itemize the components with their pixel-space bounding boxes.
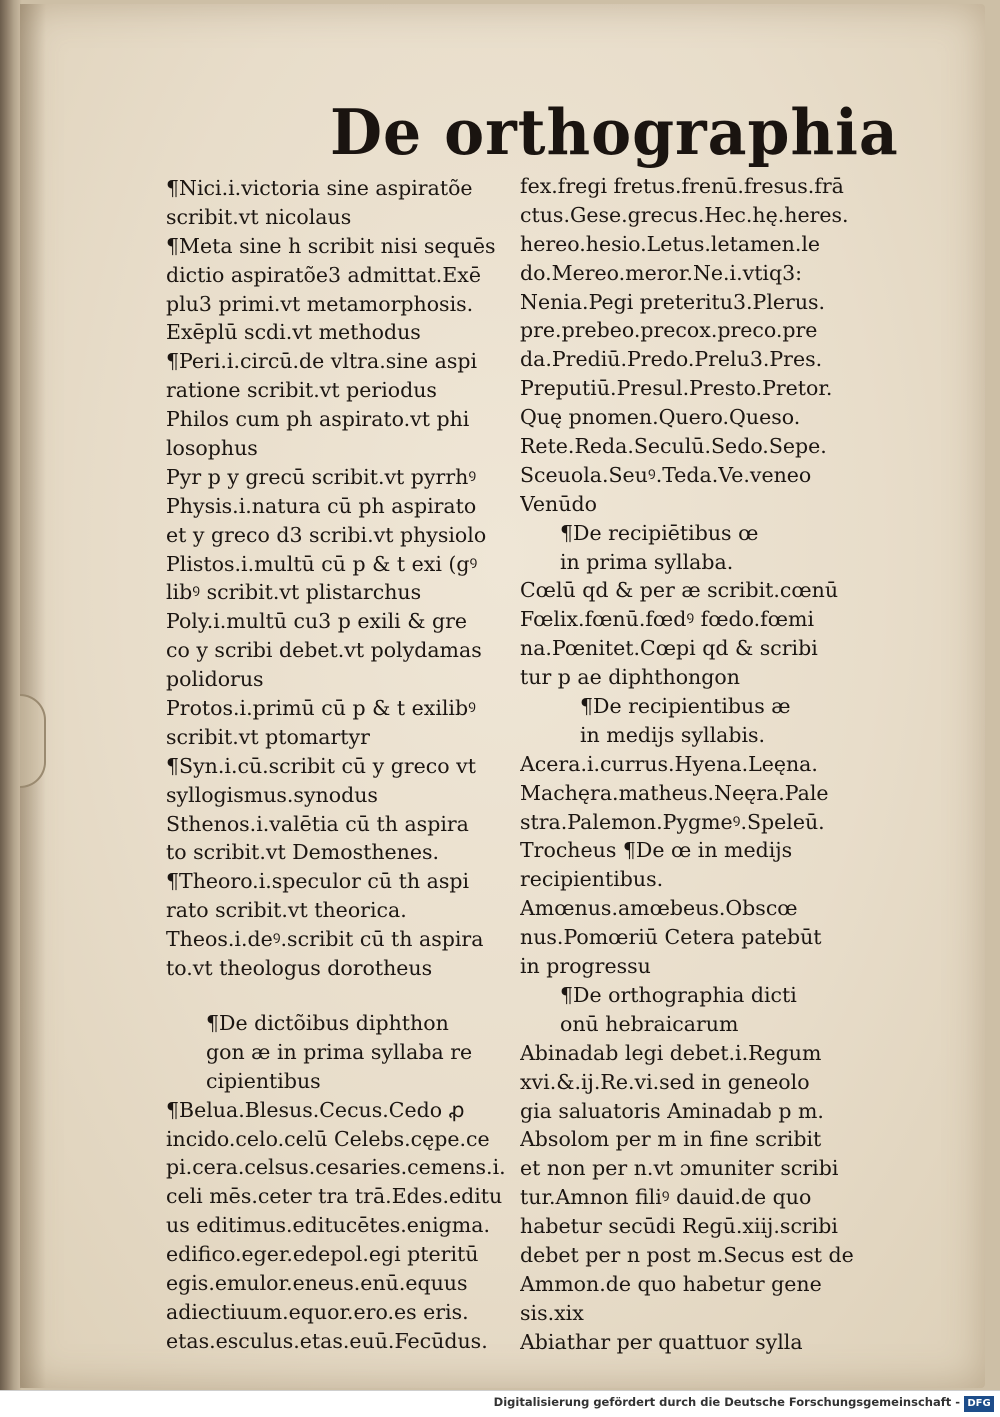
right-text-block-4 [520, 1039, 878, 1357]
text-line: Absolom per m in fine scribit [520, 1127, 822, 1152]
text-line: hereo.hesio.Letus.letamen.le [520, 231, 821, 256]
section-heading-ae-middle [520, 692, 878, 750]
text-line: Quę pnomen.Quero.Queso. [520, 405, 801, 430]
text-line: to.vt theologus dorotheus [166, 956, 433, 981]
text-line: us editimus.editucētes.enigma. [166, 1213, 490, 1238]
footer-bar [0, 1390, 1000, 1417]
text-line: ¶Nici.i.victoria sine aspiratõe [166, 176, 473, 200]
text-line: Theos.i.deꝰ.scribit cū th aspira [166, 927, 484, 952]
text-line: da.Prediū.Predo.Prelu3.Pres. [520, 347, 823, 372]
text-line: in medijs syllabis. [580, 722, 766, 747]
text-line: in prima syllaba. [560, 549, 734, 574]
text-line: ¶Syn.i.cū.scribit cū y greco vt [166, 753, 476, 778]
text-line: ctus.Gese.grecus.Hec.hę.heres. [520, 202, 849, 227]
text-line: Venūdo [520, 491, 597, 516]
text-line: polidorus [166, 667, 264, 692]
right-text-block-3 [520, 750, 878, 981]
text-line: celi mēs.ceter tra trā.Edes.editu [166, 1184, 503, 1209]
text-line: ¶Meta sine h scribit nisi sequēs [166, 233, 496, 258]
text-line: onū hebraicarum [560, 1011, 739, 1036]
text-line: Acera.i.currus.Hyena.Leęna. [520, 751, 818, 776]
text-line: debet per n post m.Secus est de [520, 1242, 854, 1267]
text-line: co y scribi debet.vt polydamas [166, 638, 482, 663]
text-line: ¶Theoro.i.speculor cū th aspi [166, 869, 470, 894]
left-column [166, 174, 516, 1356]
text-line: gon æ in prima syllaba re [206, 1039, 473, 1064]
dfg-logo: DFG [964, 1396, 994, 1412]
text-line: Philos cum ph aspirato.vt phi [166, 407, 470, 432]
text-line: ¶De orthographia dicti [560, 982, 797, 1007]
text-line: Physis.i.natura cū ph aspirato [166, 493, 477, 518]
text-line: ¶De recipientibus æ [580, 694, 791, 719]
text-line: ¶Peri.i.circū.de vltra.sine aspi [166, 349, 478, 374]
right-column [520, 172, 878, 1357]
text-line: in progressu [520, 954, 651, 979]
text-line: cipientibus [206, 1068, 321, 1093]
right-text-block [520, 172, 878, 519]
text-line: et non per n.vt ɔmuniter scribi [520, 1156, 839, 1181]
text-line: Protos.i.primū cū p & t exilibꝰ [166, 696, 476, 721]
text-line: nus.Pomœriū Cetera patebūt [520, 925, 822, 950]
text-line: libꝰ scribit.vt plistarchus [166, 580, 422, 605]
text-line: et y greco d3 scribi.vt physiolo [166, 522, 487, 547]
text-line: Fœlix.fœnū.fœdꝰ fœdo.fœmi [520, 607, 815, 632]
text-line: do.Mereo.meror.Ne.i.vtiq3: [520, 260, 803, 285]
text-line: Rete.Reda.Seculū.Sedo.Sepe. [520, 434, 827, 459]
text-line: adiectiuum.equor.ero.es eris. [166, 1299, 469, 1324]
text-line: losophus [166, 436, 258, 461]
text-line: Sceuola.Seuꝰ.Teda.Ve.veneo [520, 462, 812, 487]
text-line: scribit.vt nicolaus [166, 204, 352, 229]
text-line: recipientibus. [520, 867, 664, 892]
text-line: fex.fregi fretus.frenū.fresus.frā [520, 174, 844, 198]
text-line: scribit.vt ptomartyr [166, 724, 370, 749]
text-line: Poly.i.multū cu3 p exili & gre [166, 609, 468, 634]
text-line: ¶De recipiētibus œ [560, 520, 759, 545]
text-line: Plistos.i.multū cū p & t exi (gꝰ [166, 551, 478, 576]
text-line: ¶De dictõibus diphthon [206, 1010, 449, 1035]
text-line: Nenia.Pegi preteritu3.Plerus. [520, 289, 826, 314]
funding-credit: Digitalisierung gefördert durch die Deutsche Forschungsgemeinschaft - [493, 1395, 960, 1409]
text-line: Trocheus ¶De œ in medijs [520, 838, 793, 863]
text-line: syllogismus.synodus [166, 782, 378, 807]
text-line: gia saluatoris Aminadab p m. [520, 1098, 824, 1123]
text-line: ratione scribit.vt periodus [166, 378, 437, 403]
text-line: Preputiū.Presul.Presto.Pretor. [520, 376, 833, 401]
text-line: dictio aspiratõe3 admittat.Exē [166, 262, 481, 287]
section-heading-diphthong-ae [166, 1009, 516, 1096]
left-text-block [166, 174, 516, 983]
spacer [166, 983, 516, 1009]
section-heading-hebrew [520, 981, 878, 1039]
text-line: Cœlū qd & per æ scribit.cœnū [520, 578, 839, 603]
page-clip [20, 694, 46, 788]
text-line: Exēplū scdi.vt methodus [166, 320, 421, 345]
text-line: tur.Amnon filiꝰ dauid.de quo [520, 1185, 812, 1210]
text-line: Machęra.matheus.Neęra.Pale [520, 780, 829, 805]
text-line: stra.Palemon.Pygmeꝰ.Speleū. [520, 809, 825, 834]
text-line: Sthenos.i.valētia cū th aspira [166, 811, 469, 836]
text-line: rato scribit.vt theorica. [166, 898, 407, 923]
text-line: sis.xix [520, 1300, 584, 1325]
text-line: tur p ae diphthongon [520, 665, 740, 690]
text-line: plu3 primi.vt metamorphosis. [166, 291, 474, 316]
text-line: Pyr p y grecū scribit.vt pyrrhꝰ [166, 464, 477, 489]
text-line: etas.esculus.etas.euū.Fecūdus. [166, 1328, 488, 1353]
left-text-block-2 [166, 1096, 516, 1356]
right-text-block-2 [520, 576, 878, 692]
text-line: na.Pœnitet.Cœpi qd & scribi [520, 636, 818, 661]
text-line: egis.emulor.eneus.enū.equus [166, 1270, 468, 1295]
text-line: edifico.eger.edepol.egi pteritū [166, 1242, 479, 1267]
page-title: De orthographia [330, 96, 899, 170]
text-line: ¶Belua.Blesus.Cecus.Cedo ꝓ [166, 1097, 465, 1122]
text-line: pre.prebeo.precox.preco.pre [520, 318, 818, 343]
text-line: Ammon.de quo habetur gene [520, 1271, 822, 1296]
section-heading-oe-first [520, 519, 878, 577]
text-line: habetur secūdi Regū.xiij.scribi [520, 1214, 838, 1239]
text-line: xvi.&.ij.Re.vi.sed in geneolo [520, 1069, 810, 1094]
text-line: to scribit.vt Demosthenes. [166, 840, 440, 865]
text-line: pi.cera.celsus.cesaries.cemens.i. [166, 1155, 506, 1180]
text-line: Amœnus.amœbeus.Obscœ [520, 896, 798, 921]
text-line: incido.celo.celū Celebs.cępe.ce [166, 1126, 490, 1151]
text-line: Abiathar per quattuor sylla [520, 1329, 803, 1354]
text-line: Abinadab legi debet.i.Regum [520, 1040, 822, 1065]
